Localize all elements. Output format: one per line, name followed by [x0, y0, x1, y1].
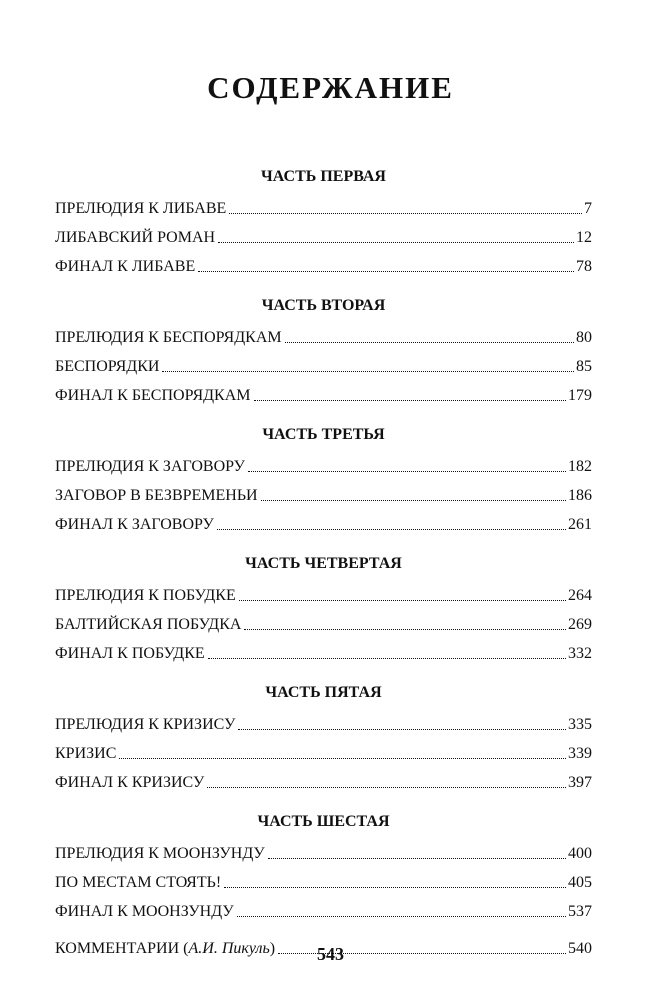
entry-page: 405	[568, 874, 592, 891]
entry-title: ФИНАЛ К ЗАГОВОРУ	[55, 516, 214, 533]
entry-page: 332	[568, 645, 592, 662]
part-heading: ЧАСТЬ ВТОРАЯ	[261, 297, 386, 314]
dot-leader	[217, 528, 566, 530]
entry-title: ПРЕЛЮДИЯ К ПОБУДКЕ	[55, 587, 236, 604]
toc-entry	[55, 252, 592, 281]
dot-leader	[248, 470, 566, 472]
toc-entry	[55, 868, 592, 897]
entry-page: 78	[576, 258, 592, 275]
comments-label: КОММЕНТАРИИ	[55, 940, 180, 957]
dot-leader	[207, 786, 566, 788]
entry-title: ЛИБАВСКИЙ РОМАН	[55, 229, 216, 246]
dot-leader	[285, 341, 574, 343]
entry-title: ФИНАЛ К ПОБУДКЕ	[55, 645, 205, 662]
entry-title: ПРЕЛЮДИЯ К КРИЗИСУ	[55, 716, 236, 733]
toc-entry	[55, 739, 592, 768]
table-of-contents	[55, 160, 592, 963]
entry-title: ПРЕЛЮДИЯ К БЕСПОРЯДКАМ	[55, 329, 282, 346]
toc-entry	[55, 897, 592, 926]
entry-page: 400	[568, 845, 592, 862]
part-heading: ЧАСТЬ ШЕСТАЯ	[257, 813, 390, 830]
toc-entry	[55, 452, 592, 481]
entry-page: 179	[568, 387, 592, 404]
part-heading: ЧАСТЬ ПЕРВАЯ	[261, 168, 386, 185]
entry-title: ФИНАЛ К МООНЗУНДУ	[55, 903, 234, 920]
dot-leader	[254, 399, 567, 401]
toc-entry	[55, 610, 592, 639]
dot-leader	[208, 657, 566, 659]
dot-leader	[119, 757, 566, 759]
dot-leader	[229, 212, 582, 214]
entry-title: ЗАГОВОР В БЕЗВРЕМЕНЬИ	[55, 487, 258, 504]
entry-title: ФИНАЛ К БЕСПОРЯДКАМ	[55, 387, 251, 404]
toc-entry	[55, 481, 592, 510]
toc-entry	[55, 194, 592, 223]
entry-page: 264	[568, 587, 592, 604]
entry-page: 80	[576, 329, 592, 346]
entry-title: ПРЕЛЮДИЯ К МООНЗУНДУ	[55, 845, 265, 862]
entry-title: КРИЗИС	[55, 745, 117, 762]
entry-page: 261	[568, 516, 592, 533]
dot-leader	[224, 886, 566, 888]
dot-leader	[218, 241, 574, 243]
toc-entry	[55, 581, 592, 610]
dot-leader	[198, 270, 574, 272]
entry-page: 186	[568, 487, 592, 504]
entry-title: ФИНАЛ К КРИЗИСУ	[55, 774, 205, 791]
entry-page: 12	[576, 229, 592, 246]
comments-author: А.И. Пикуль	[188, 940, 270, 957]
entry-title: БАЛТИЙСКАЯ ПОБУДКА	[55, 616, 242, 633]
dot-leader	[237, 915, 566, 917]
part-heading: ЧАСТЬ ЧЕТВЕРТАЯ	[245, 555, 402, 572]
toc-entry	[55, 223, 592, 252]
toc-entry	[55, 768, 592, 797]
entry-page: 335	[568, 716, 592, 733]
toc-entry	[55, 510, 592, 539]
entry-page: 269	[568, 616, 592, 633]
part-heading: ЧАСТЬ ТРЕТЬЯ	[262, 426, 385, 443]
entry-page: 540	[568, 940, 592, 957]
entry-title: КОММЕНТАРИИ (А.И. Пикуль)	[55, 940, 276, 957]
entry-title: ПО МЕСТАМ СТОЯТЬ!	[55, 874, 222, 891]
entry-page: 339	[568, 745, 592, 762]
dot-leader	[268, 857, 566, 859]
toc-entry	[55, 639, 592, 668]
page-title: СОДЕРЖАНИЕ	[207, 70, 454, 105]
toc-entry	[55, 352, 592, 381]
toc-entry	[55, 710, 592, 739]
page-number: 543	[317, 944, 344, 964]
toc-entry	[55, 381, 592, 410]
dot-leader	[261, 499, 566, 501]
entry-title: ПРЕЛЮДИЯ К ЗАГОВОРУ	[55, 458, 245, 475]
entry-page: 537	[568, 903, 592, 920]
entry-page: 85	[576, 358, 592, 375]
entry-title: БЕСПОРЯДКИ	[55, 358, 160, 375]
toc-entry	[55, 323, 592, 352]
dot-leader	[162, 370, 574, 372]
dot-leader	[238, 728, 566, 730]
entry-page: 7	[584, 200, 592, 217]
dot-leader	[244, 628, 566, 630]
entry-title: ПРЕЛЮДИЯ К ЛИБАВЕ	[55, 200, 227, 217]
toc-entry	[55, 839, 592, 868]
part-heading: ЧАСТЬ ПЯТАЯ	[265, 684, 382, 701]
dot-leader	[239, 599, 566, 601]
entry-page: 397	[568, 774, 592, 791]
entry-title: ФИНАЛ К ЛИБАВЕ	[55, 258, 196, 275]
entry-page: 182	[568, 458, 592, 475]
